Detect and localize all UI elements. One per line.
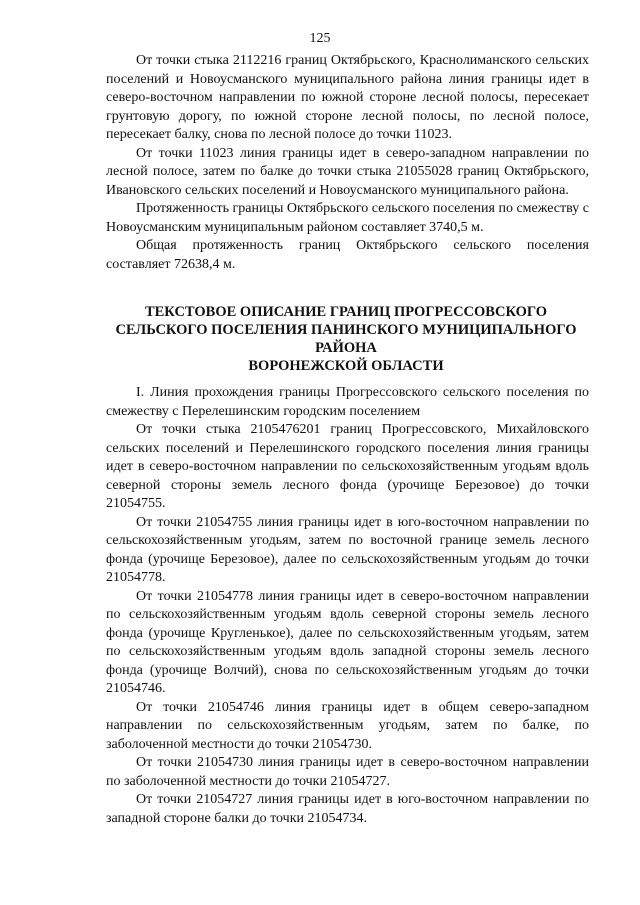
heading-line: СЕЛЬСКОГО ПОСЕЛЕНИЯ ПАНИНСКОГО МУНИЦИПАЛЬНОГО [115, 322, 577, 338]
intro-text-block [106, 52, 589, 274]
section-subtitle: I. Линия прохождения границы Прогрессовского сельского поселения по смежеству с Перелешинским городским поселением [106, 385, 589, 419]
section-text-block [106, 384, 589, 828]
paragraph: Протяженность границы Октябрьского сельского поселения по смежеству с Новоусманским муниципальным районом составляет 3740,5 м. [106, 201, 589, 235]
paragraph: От точки стыка 2112216 границ Октябрьского, Краснолиманского сельских поселений и Новоусманского муниципального района линия границы идет в северо-восточном направлении по южной стороне лесной полосы, пересекает грунтовую дорогу, по южной стороне лесной полосы, по лесной полосе, пересекает балку, снова по лесной полосе до точки 11023. [106, 53, 589, 142]
paragraph: От точки 21054755 линия границы идет в юго-восточном направлении по сельскохозяйственным угодьям, затем по восточной границе земель лесного фонда (урочище Березовое), далее по сельскохозяйственным угодьям до точки 21054778. [106, 514, 589, 585]
heading-line: РАЙОНА [315, 340, 377, 356]
page-number: 125 [309, 31, 331, 46]
heading-line: ТЕКСТОВОЕ ОПИСАНИЕ ГРАНИЦ ПРОГРЕССОВСКОГО [144, 304, 548, 320]
paragraph: От точки 21054730 линия границы идет в северо-восточном направлении по заболоченной местности до точки 21054727. [106, 755, 589, 789]
heading-line: ВОРОНЕЖСКОЙ ОБЛАСТИ [248, 358, 444, 374]
paragraph: От точки 11023 линия границы идет в северо-западном направлении по лесной полосе, затем по балке до точки стыка 21055028 границ Октябрьского, Ивановского сельских поселений и Новоусманского муниципального района. [106, 145, 589, 198]
paragraph: От точки 21054778 линия границы идет в северо-восточном направлении по сельскохозяйственным угодьям вдоль северной стороны земель лесного фонда (урочище Кругленькое), далее по сельскохозяйственным угодьям, затем по сельскохозяйственным угодьям вдоль западной стороны земель лесного фонда (урочище Волчий), снова по сельскохозяйственным угодьям до точки 21054746. [106, 588, 589, 696]
paragraph: От точки стыка 2105476201 границ Прогрессовского, Михайловского сельских поселений и Перелешинского городского поселения линия границы идет в северо-восточном направлении по сельскохозяйственным угодьям вдоль северной стороны земель лесного фонда (урочище Березовое) до точки 21054755. [106, 422, 589, 511]
paragraph: От точки 21054746 линия границы идет в общем северо-западном направлении по сельскохозяйственным угодьям, затем по балке, по заболоченной местности до точки 21054730. [106, 699, 589, 752]
paragraph: Общая протяженность границ Октябрьского сельского поселения составляет 72638,4 м. [106, 238, 589, 272]
section-heading [96, 303, 596, 375]
paragraph: От точки 21054727 линия границы идет в юго-восточном направлении по западной стороне балки до точки 21054734. [106, 792, 589, 826]
